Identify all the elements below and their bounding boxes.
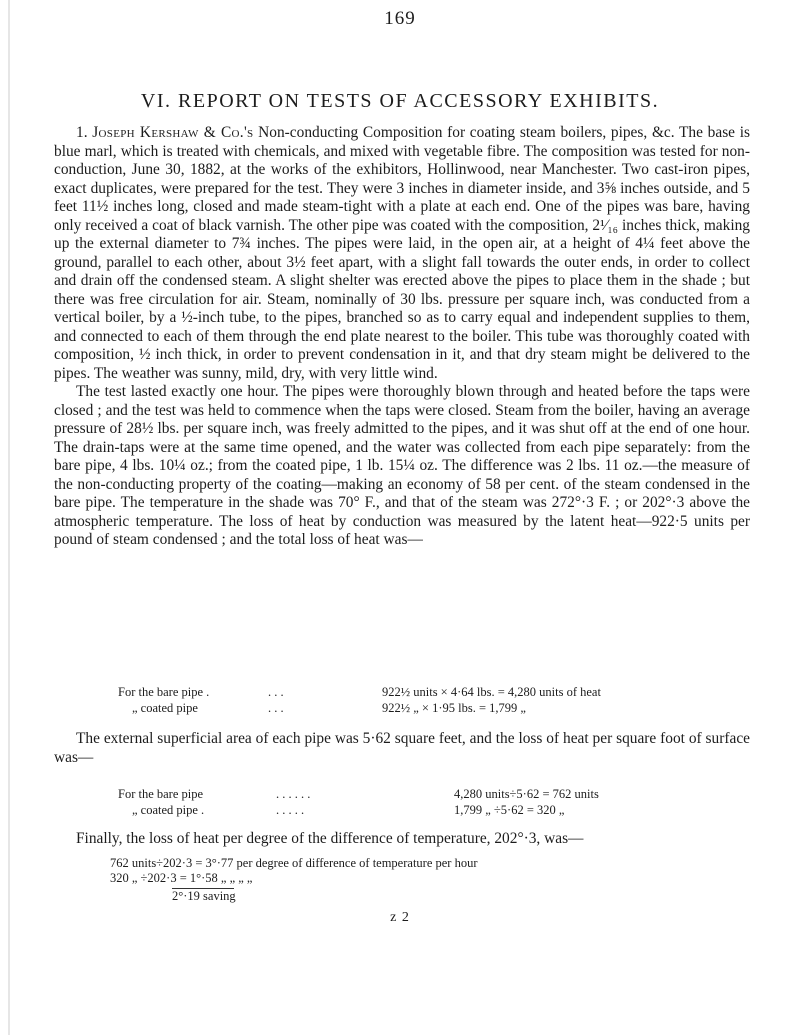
paragraph-2: The test lasted exactly one hour. The pipes were thoroughly blown through and heated before the taps were closed ; and the test was held to commence when the taps were closed. Steam from the boiler, having an average pressure of 28½ lbs. per square inch, was freely admitted to the pipes, and it was shut off at the end of one hour. The drain-taps were at the same time opened, and the water was collected from each pipe separately: from the bare pipe, 4 lbs. 10¼ oz.; from the coated pipe, 1 lb. 15¼ oz. The difference was 2 lbs. 11 oz.—the measure of the non-conducting property of the coating—making an economy of 58 per cent. of the steam condensed in the bare pipe. The temperature in the shade was 70° F., and that of the steam was 272°·3 F. ; or 202°·3 above the atmospheric temperature. The loss of heat by conduction was measured by the latent heat—922·5 units per pound of steam condensed ; and the total loss of heat was— <box>54 383 750 548</box>
paragraph-3: The external superficial area of each pipe was 5·62 square feet, and the loss of heat per square foot of surface was— <box>54 730 750 766</box>
calculation-result: 2°·19 saving <box>172 889 236 903</box>
paragraph-4-block <box>54 830 750 849</box>
calculation-row: 320 „ ÷202·3 = 1°·58 „ „ „ „ <box>110 871 253 885</box>
row-label: „ coated pipe <box>132 701 198 715</box>
table-row <box>0 786 800 802</box>
row-label: For the bare pipe <box>118 787 204 801</box>
table-row <box>0 802 800 818</box>
table-row <box>0 700 800 716</box>
row-value: 4,280 units÷5·62 = 762 units <box>454 787 599 801</box>
exhibitor-name: Joseph Kershaw & Co.'s <box>92 124 254 141</box>
row-leader-dots: . . . . . <box>276 803 305 817</box>
paragraph-1 <box>54 124 750 383</box>
row-leader-dots: . . . <box>268 701 284 715</box>
calculation-block <box>110 856 478 904</box>
page-number: 169 <box>384 8 416 29</box>
heat-loss-table <box>0 684 800 716</box>
table-row <box>0 684 800 700</box>
calculation-row: 762 units÷202·3 = 3°·77 per degree of difference of temperature per hour <box>110 856 478 870</box>
row-label: „ coated pipe . <box>132 803 205 817</box>
body-text <box>54 124 750 550</box>
paragraph-4: Finally, the loss of heat per degree of the difference of temperature, 202°·3, was— <box>76 830 584 847</box>
row-leader-dots: . . . . . . <box>276 787 311 801</box>
paragraph-1-text: Non-conducting Composition for coating steam boilers, pipes, &c. The base is blue marl, which is treated with chemicals, and mixed with vegetable fibre. The composition was tested for non-conduction, June 30, 1882, at the works of the exhibitors, Hollinwood, near Manchester. Two cast-iron pipes, exact duplicates, were prepared for the test. They were 3 inches in diameter inside, and 3⅝ inches outside, and 5 feet 11½ inches long, closed and made steam-tight with a plate at each end. One of the pipes was bare, having only received a coat of black varnish. The other pipe was coated with the composition, 2¹⁄₁₆ inches thick, making up the external diameter to 7¾ inches. The pipes were laid, in the open air, at a height of 4¼ feet above the ground, parallel to each other, about 3½ feet apart, with a slight fall towards the outer ends, in order to collect and drain off the condensed steam. A slight shelter was erected above the pipes to place them in the shade ; but there was free circulation for air. Steam, nominally of 30 lbs. pressure per square inch, was conducted from a vertical boiler, by a ½-inch tube, to the pipes, branched so as to carry equal and independent supplies to them, and connected to each of them through the end plate nearest to the boiler. This tube was thoroughly coated with composition, ½ inch thick, in order to prevent condensation in it, and that dry steam might be delivered to the pipes. The weather was sunny, mild, dry, with very little wind. <box>54 124 750 382</box>
item-number: 1. <box>76 124 88 141</box>
page-edge <box>8 0 10 1035</box>
paragraph-3-block <box>54 730 750 767</box>
row-value: 922½ „ × 1·95 lbs. = 1,799 „ <box>382 701 526 715</box>
row-leader-dots: . . . <box>268 685 284 699</box>
row-value: 922½ units × 4·64 lbs. = 4,280 units of heat <box>382 685 601 699</box>
section-title: VI. REPORT ON TESTS OF ACCESSORY EXHIBITS. <box>140 90 660 112</box>
signature-mark: z 2 <box>390 910 410 925</box>
surface-loss-table <box>0 786 800 818</box>
row-value: 1,799 „ ÷5·62 = 320 „ <box>454 803 565 817</box>
row-label: For the bare pipe . <box>118 685 210 699</box>
